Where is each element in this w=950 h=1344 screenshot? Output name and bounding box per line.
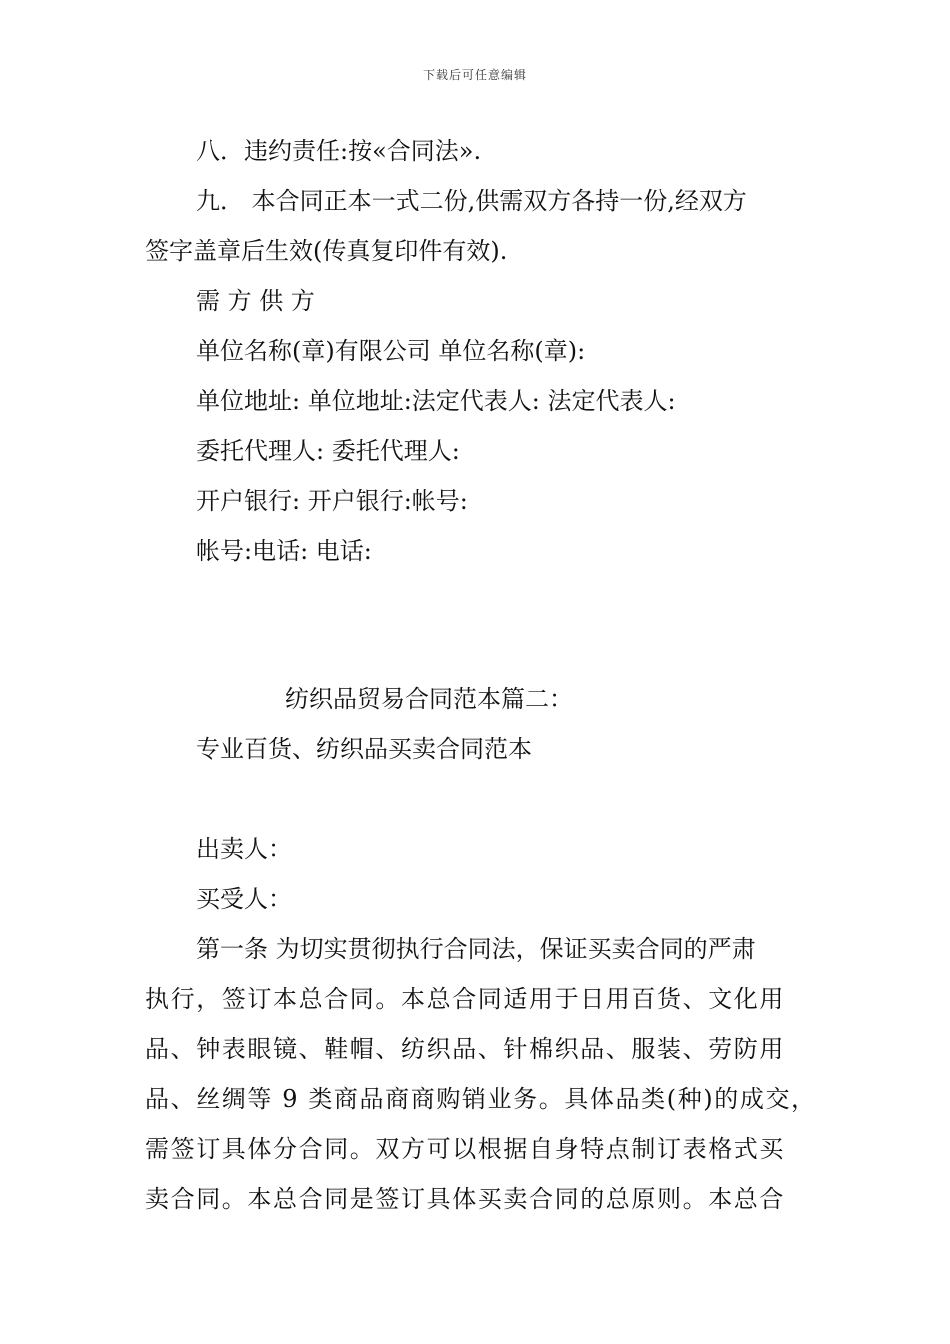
bank-line: 开户银行: 开户银行:帐号: <box>196 487 468 515</box>
clause-nine-continued: 签字盖章后生效(传真复印件有效). <box>145 237 508 265</box>
article-one-line-3: 品、钟表眼镜、鞋帽、纺织品、针棉织品、服装、劳防用 <box>145 1035 785 1063</box>
unit-name-line: 单位名称(章)有限公司 单位名称(章): <box>196 337 586 365</box>
header-note: 下载后可任意编辑 <box>422 68 527 82</box>
section-title: 纺织品贸易合同范本篇二： <box>285 685 573 713</box>
clause-nine: 九． 本合同正本一式二份,供需双方各持一份,经双方 <box>196 187 747 215</box>
agent-line: 委托代理人: 委托代理人: <box>196 437 460 465</box>
article-one-line-1: 第一条 为切实贯彻执行合同法，保证买卖合同的严肃 <box>196 935 756 963</box>
buyer-line: 买受人： <box>196 885 292 913</box>
article-one-line-6: 卖合同。本总合同是签订具体买卖合同的总原则。本总合 <box>145 1185 785 1213</box>
clause-eight: 八．违约责任:按«合同法». <box>196 137 482 165</box>
article-one-line-4: 品、丝绸等 9 类商品商商购销业务。具体品类(种)的成交， <box>145 1085 817 1113</box>
section-subtitle: 专业百货、纺织品买卖合同范本 <box>196 735 532 763</box>
article-one-line-5: 需签订具体分合同。双方可以根据自身特点制订表格式买 <box>145 1135 785 1163</box>
unit-address-line: 单位地址: 单位地址:法定代表人: 法定代表人: <box>196 387 676 415</box>
account-phone-line: 帐号:电话: 电话: <box>196 537 372 565</box>
seller-line: 出卖人： <box>196 835 292 863</box>
article-one-line-2: 执行，签订本总合同。本总合同适用于日用百货、文化用 <box>145 985 785 1013</box>
party-headings: 需 方 供 方 <box>196 287 315 315</box>
